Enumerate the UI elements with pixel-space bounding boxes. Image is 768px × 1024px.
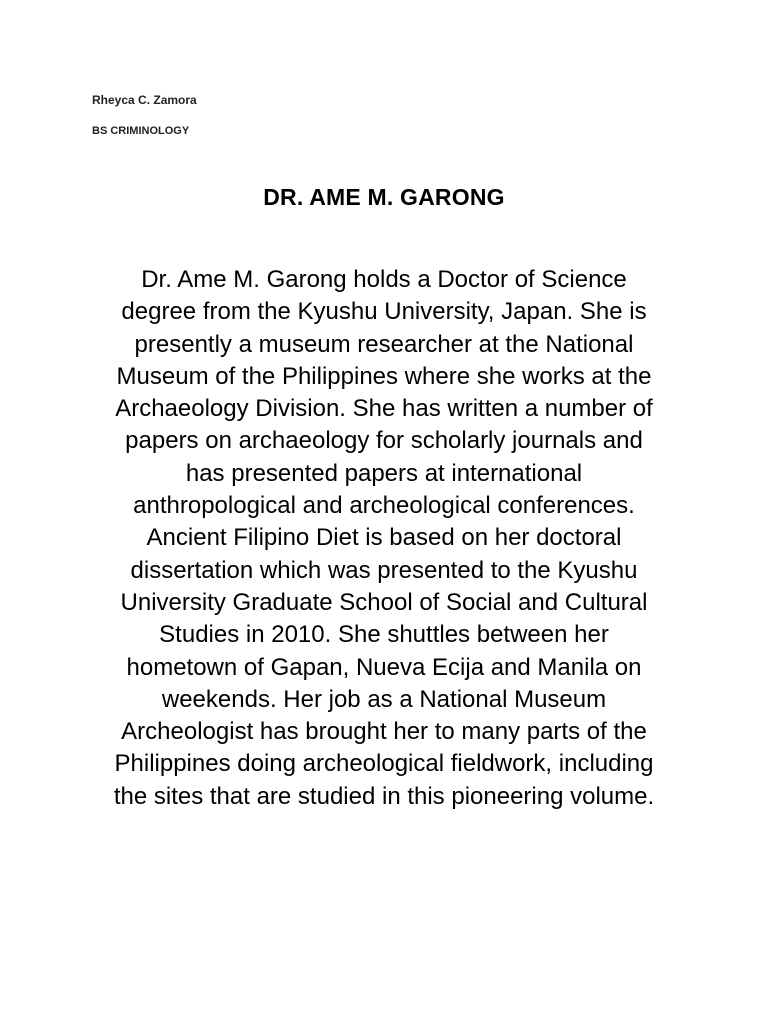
biography-paragraph — [84, 264, 684, 813]
paragraph-line: hometown of Gapan, Nueva Ecija and Manila on — [126, 653, 642, 681]
paragraph-line: papers on archaeology for scholarly journals and — [125, 427, 643, 455]
paragraph-line: Museum of the Philippines where she works at the — [116, 362, 652, 390]
paragraph-line: Dr. Ame M. Garong holds a Doctor of Science — [141, 266, 627, 293]
author-name: Rheyca C. Zamora — [92, 93, 197, 107]
paragraph-line: has presented papers at international — [185, 459, 583, 487]
paragraph-line: Ancient Filipino Diet is based on her doctoral — [146, 524, 622, 552]
paragraph-line: the sites that are studied in this pioneering volume. — [113, 782, 655, 810]
paragraph-line: Archeologist has brought her to many parts of the — [121, 718, 647, 746]
paragraph-line: Studies in 2010. She shuttles between her — [159, 621, 609, 649]
paragraph-line: weekends. Her job as a National Museum — [161, 685, 607, 713]
paragraph-line: presently a museum researcher at the National — [134, 330, 634, 358]
paragraph-line: Archaeology Division. She has written a number of — [115, 395, 653, 423]
paragraph-line: degree from the Kyushu University, Japan. She is — [121, 298, 647, 326]
author-course: BS CRIMINOLOGY — [92, 125, 190, 137]
paragraph-line: University Graduate School of Social and Cultural — [120, 588, 648, 616]
paragraph-line: anthropological and archeological conferences. — [133, 492, 635, 520]
paragraph-line: Philippines doing archeological fieldwork, including — [114, 750, 654, 778]
paragraph-line: dissertation which was presented to the Kyushu — [130, 556, 638, 584]
document-title: DR. AME M. GARONG — [263, 184, 505, 210]
